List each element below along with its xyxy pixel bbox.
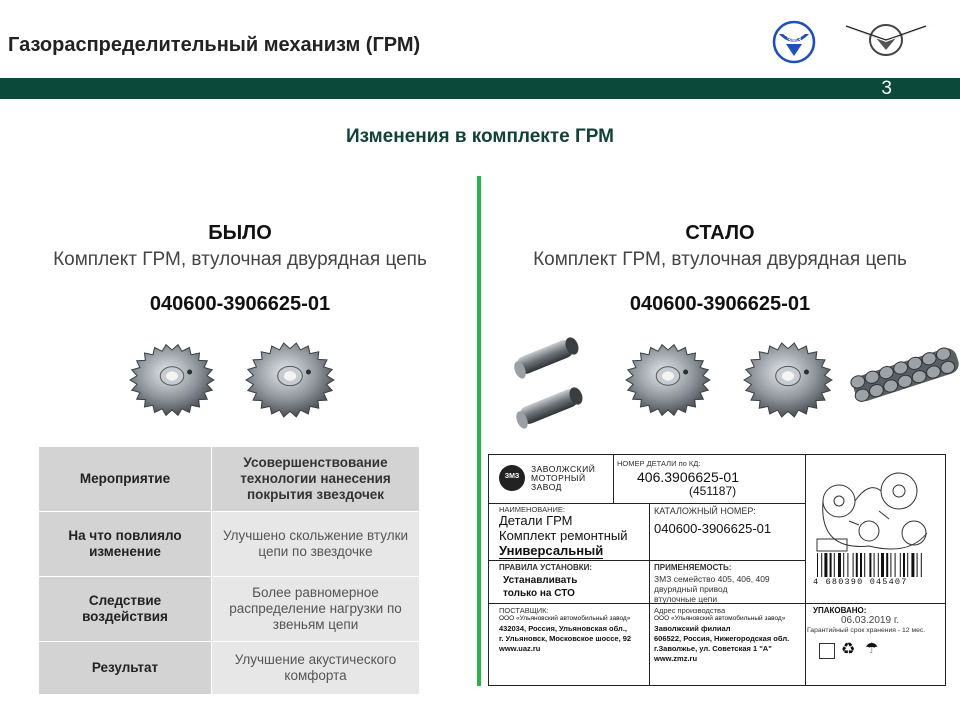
table-row [39, 577, 420, 642]
changes-table [38, 446, 420, 695]
label-producer-3: 606522, Россия, Нижегородская обл. [654, 634, 790, 643]
slide-title: Газораспределительный механизм (ГРМ) [8, 34, 421, 56]
label-producer-4: г.Заволжье, ул. Советская 1 "А" [654, 644, 772, 653]
label-applicability-caption: ПРИМЕНЯЕМОСТЬ: [654, 563, 732, 572]
sprocket-icon [246, 343, 334, 417]
label-producer-caption: Адрес производства [654, 606, 726, 615]
label-packed-caption: УПАКОВАНО: [813, 606, 867, 615]
recycle-icon: ♻ [841, 641, 856, 658]
label-part-caption: НОМЕР ДЕТАЛИ по КД: [617, 459, 701, 468]
header-band [0, 78, 960, 99]
sprocket-icon [130, 345, 214, 416]
table-value: Улучшено скольжение втулки цепи по звездочке [212, 512, 420, 577]
label-applicability-1: ЗМЗ семейство 405, 406, 409 [654, 574, 770, 584]
product-images [0, 330, 960, 445]
label-applicability-3: втулочные цепи [654, 594, 718, 604]
label-supplier-caption: ПОСТАВЩИК: [499, 606, 549, 615]
label-part-number-alt: (451187) [689, 484, 737, 498]
new-kit-header [490, 222, 950, 316]
label-part-number: 406.3906625-01 [637, 469, 739, 485]
old-heading: БЫЛО [208, 222, 272, 244]
label-supplier-4: www.uaz.ru [499, 644, 541, 653]
table-value: Улучшение акустического комфорта [212, 642, 420, 695]
table-row [39, 642, 420, 695]
table-key: Следствие воздействия [39, 577, 212, 642]
table-value: Более равномерное распределение нагрузки по звеньям цепи [212, 577, 420, 642]
label-name-line1: Детали ГРМ [499, 513, 573, 528]
old-code: 040600-3906625-01 [149, 293, 331, 315]
label-install-caption: ПРАВИЛА УСТАНОВКИ: [499, 563, 593, 572]
product-label [488, 454, 946, 686]
page-number: 3 [881, 78, 892, 99]
label-maker-name: ЗАВОЛЖСКИЙ МОТОРНЫЙ ЗАВОД [531, 464, 596, 492]
umbrella-icon: ☂ [865, 640, 879, 657]
new-code: 040600-3906625-01 [629, 293, 811, 315]
zmz-logo-text: ЗМЗ [786, 37, 802, 44]
label-supplier-2: 432034, Россия, Ульяновская обл., [499, 624, 627, 633]
sprocket-icon [626, 345, 710, 416]
zmz-logo-icon [772, 20, 816, 64]
label-catalog-caption: КАТАЛОЖНЫЙ НОМЕР: [654, 506, 756, 516]
label-logo-badge: ЗМЗ [504, 473, 520, 480]
chain-icon [849, 345, 960, 404]
new-heading: СТАЛО [685, 222, 755, 244]
table-key: На что повлияло изменение [39, 512, 212, 577]
sprocket-icon [744, 343, 832, 417]
label-warranty: Гарантийный срок хранения - 12 мес. [807, 627, 926, 634]
label-producer-2: Заволжский филиал [654, 624, 731, 633]
label-install-text1: Устанавливать [503, 575, 578, 586]
label-supplier-1: ООО «Ульяновский автомобильный завод» [499, 615, 631, 622]
label-name-line2: Комплект ремонтный [499, 528, 628, 543]
new-description: Комплект ГРМ, втулочная двурядная цепь [533, 249, 907, 270]
table-row [39, 512, 420, 577]
label-packed-date: 06.03.2019 г. [841, 615, 900, 626]
table-value: Усовершенствование технологии нанесения покрытия звездочек [212, 447, 420, 512]
label-supplier-3: г. Ульяновск, Московское шоссе, 92 [499, 634, 632, 643]
label-producer-5: www.zmz.ru [654, 654, 698, 663]
section-subtitle: Изменения в комплекте ГРМ [346, 126, 614, 147]
label-applicability-2: двурядный привод [654, 584, 728, 594]
old-kit-header [10, 222, 470, 316]
pin-icon [514, 385, 585, 430]
label-producer-1: ООО «Ульяновский автомобильный завод» [654, 615, 786, 622]
label-logo-icon [499, 465, 525, 491]
table-key: Результат [39, 642, 212, 695]
label-barcode-digits: 4 680390 045407 [813, 577, 908, 587]
uaz-wings-logo-icon [836, 18, 936, 60]
label-name-line3: Универсальный [499, 543, 604, 558]
label-install-text2: только на СТО [503, 588, 575, 599]
table-row [39, 447, 420, 512]
old-description: Комплект ГРМ, втулочная двурядная цепь [53, 249, 427, 270]
pin-icon [512, 335, 581, 380]
label-name-caption: НАИМЕНОВАНИЕ: [499, 505, 565, 514]
trash-bin-icon [819, 643, 835, 659]
label-catalog-number: 040600-3906625-01 [654, 521, 772, 536]
table-key: Мероприятие [39, 447, 212, 512]
